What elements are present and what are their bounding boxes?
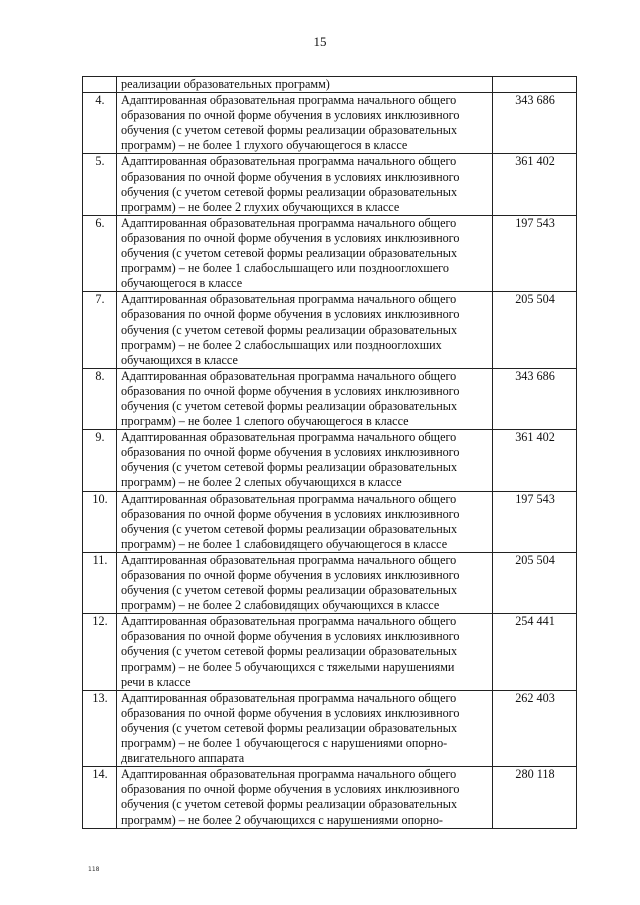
row-number: 9.: [83, 430, 117, 491]
row-value: 197 543: [493, 215, 577, 291]
row-number: 7.: [83, 292, 117, 368]
cost-table: [82, 76, 577, 829]
row-value: 262 403: [493, 690, 577, 766]
description-line: образования по очной форме обучения в условиях инклюзивного: [121, 230, 460, 245]
description-line: Адаптированная образовательная программа начального общего: [121, 690, 457, 705]
description-line: образования по очной форме обучения в условиях инклюзивного: [121, 705, 460, 720]
description-line: программ) – не более 1 слепого обучающегося в классе: [121, 414, 409, 429]
description-line: обучающегося в классе: [121, 276, 243, 291]
description-line: программ) – не более 2 слабослышащих или позднооглохших: [121, 337, 442, 352]
row-description: [117, 614, 493, 690]
description-line: образования по очной форме обучения в условиях инклюзивного: [121, 307, 460, 322]
description-line: обучения (с учетом сетевой формы реализации образовательных: [121, 184, 458, 199]
table-row: [83, 154, 577, 215]
table-row: [83, 430, 577, 491]
description-line: Адаптированная образовательная программа начального общего: [121, 491, 457, 506]
table-row: [83, 93, 577, 154]
row-value: 197 543: [493, 491, 577, 552]
table-body: [83, 77, 577, 829]
table-row: [83, 491, 577, 552]
description-line: Адаптированная образовательная программа начального общего: [121, 430, 457, 445]
table-row: [83, 690, 577, 766]
description-line: образования по очной форме обучения в условиях инклюзивного: [121, 108, 460, 123]
table-row: [83, 368, 577, 429]
description-line: программ) – не более 2 слабовидящих обучающихся в классе: [121, 598, 440, 613]
description-line: обучения (с учетом сетевой формы реализации образовательных: [121, 644, 458, 659]
description-line: программ) – не более 2 обучающихся с нарушениями опорно-: [121, 812, 443, 827]
description-line: Адаптированная образовательная программа начального общего: [121, 368, 457, 383]
row-description: [117, 430, 493, 491]
row-number: 8.: [83, 368, 117, 429]
description-line: образования по очной форме обучения в условиях инклюзивного: [121, 383, 460, 398]
row-description: [117, 93, 493, 154]
description-line: Адаптированная образовательная программа начального общего: [121, 292, 457, 307]
table-row: [83, 767, 577, 828]
description-line: программ) – не более 2 глухих обучающихся в классе: [121, 199, 400, 214]
description-line: Адаптированная образовательная программа начального общего: [121, 614, 457, 629]
description-line: Адаптированная образовательная программа начального общего: [121, 154, 457, 169]
description-line: образования по очной форме обучения в условиях инклюзивного: [121, 782, 460, 797]
row-number: 4.: [83, 93, 117, 154]
row-value: [493, 77, 577, 93]
description-line: обучения (с учетом сетевой формы реализации образовательных: [121, 460, 458, 475]
footer-mark: 118: [88, 866, 100, 873]
row-number: [83, 77, 117, 93]
description-line: Адаптированная образовательная программа начального общего: [121, 93, 457, 108]
description-line: образования по очной форме обучения в условиях инклюзивного: [121, 629, 460, 644]
page-number: 15: [313, 34, 327, 49]
row-value: 205 504: [493, 552, 577, 613]
description-line: программ) – не более 1 слабослышащего или позднооглохшего: [121, 261, 449, 276]
row-value: 361 402: [493, 430, 577, 491]
row-value: 343 686: [493, 368, 577, 429]
row-number: 11.: [83, 552, 117, 613]
row-number: 10.: [83, 491, 117, 552]
table-row: [83, 614, 577, 690]
description-line: речи в классе: [121, 674, 191, 689]
description-line: обучения (с учетом сетевой формы реализации образовательных: [121, 797, 458, 812]
row-number: 12.: [83, 614, 117, 690]
description-line: программ) – не более 5 обучающихся с тяжелыми нарушениями: [121, 659, 455, 674]
description-line: обучения (с учетом сетевой формы реализации образовательных: [121, 398, 458, 413]
row-value: 205 504: [493, 292, 577, 368]
row-number: 14.: [83, 767, 117, 828]
description-line: программ) – не более 1 обучающегося с нарушениями опорно-: [121, 736, 448, 751]
description-line: образования по очной форме обучения в условиях инклюзивного: [121, 445, 460, 460]
description-line: образования по очной форме обучения в условиях инклюзивного: [121, 506, 460, 521]
description-line: Адаптированная образовательная программа начального общего: [121, 215, 457, 230]
row-description: [117, 215, 493, 291]
description-line: Адаптированная образовательная программа начального общего: [121, 767, 457, 782]
row-description: [117, 552, 493, 613]
description-line: двигательного аппарата: [121, 751, 245, 766]
row-description: [117, 154, 493, 215]
row-description: [117, 491, 493, 552]
table-row-continued: [83, 77, 577, 93]
row-value: 280 118: [493, 767, 577, 828]
description-line: обучения (с учетом сетевой формы реализации образовательных: [121, 246, 458, 261]
row-description: [117, 690, 493, 766]
row-description: реализации образовательных программ): [117, 77, 493, 93]
description-line: обучения (с учетом сетевой формы реализации образовательных: [121, 322, 458, 337]
description-line: обучения (с учетом сетевой формы реализации образовательных: [121, 123, 458, 138]
table-row: [83, 292, 577, 368]
row-value: 361 402: [493, 154, 577, 215]
description-line: программ) – не более 2 слепых обучающихся в классе: [121, 475, 402, 490]
description-line: образования по очной форме обучения в условиях инклюзивного: [121, 169, 460, 184]
description-line: программ) – не более 1 глухого обучающегося в классе: [121, 138, 408, 153]
description-line: обучающихся в классе: [121, 352, 238, 367]
row-description: [117, 767, 493, 828]
description-line: образования по очной форме обучения в условиях инклюзивного: [121, 568, 460, 582]
row-description: [117, 368, 493, 429]
row-number: 6.: [83, 215, 117, 291]
description-line: обучения (с учетом сетевой формы реализации образовательных: [121, 720, 458, 735]
table-row: [83, 215, 577, 291]
row-number: 5.: [83, 154, 117, 215]
row-description: [117, 292, 493, 368]
row-number: 13.: [83, 690, 117, 766]
row-value: 343 686: [493, 93, 577, 154]
description-line: Адаптированная образовательная программа начального общего: [121, 552, 457, 567]
description-line: обучения (с учетом сетевой формы реализации образовательных: [121, 521, 458, 536]
description-line: программ) – не более 1 слабовидящего обучающегося в классе: [121, 536, 448, 551]
table-row: [83, 552, 577, 613]
description-line: обучения (с учетом сетевой формы реализации образовательных: [121, 583, 458, 598]
row-value: 254 441: [493, 614, 577, 690]
